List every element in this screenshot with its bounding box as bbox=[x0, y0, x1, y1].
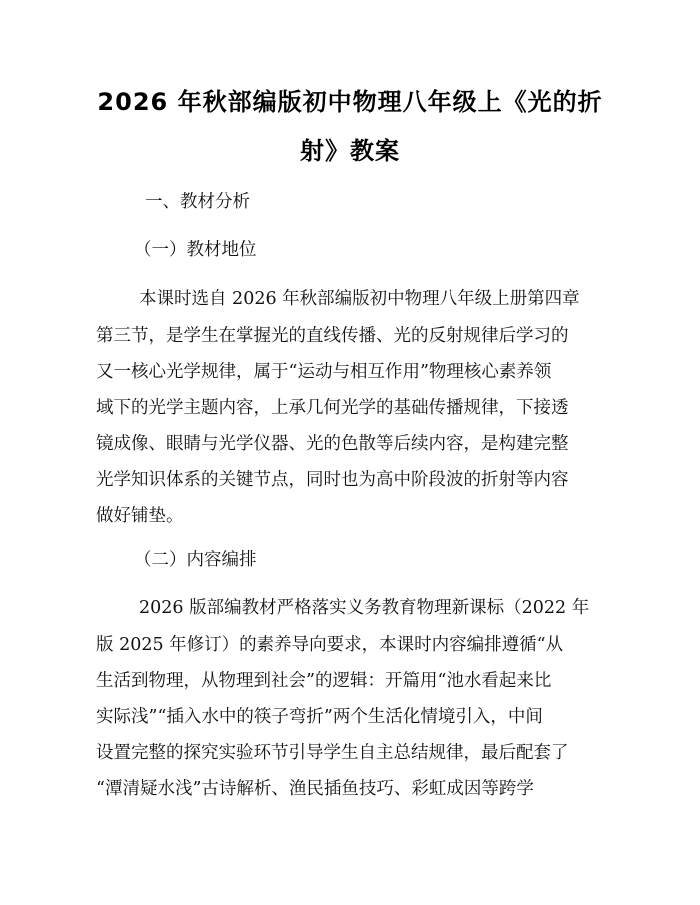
paragraph-line: 镜成像、眼睛与光学仪器、光的色散等后续内容，是构建完整 bbox=[96, 434, 569, 454]
title-line-1: 2026 年秋部编版初中物理八年级上《光的折 bbox=[97, 88, 603, 116]
paragraph-line: 第三节，是学生在掌握光的直线传播、光的反射规律后学习的 bbox=[96, 326, 569, 346]
section-heading: 一、教材分析 bbox=[145, 192, 250, 212]
paragraph-line: 实际浅”“插入水中的筷子弯折”两个生活化情境引入，中间 bbox=[96, 707, 543, 727]
subsection-heading-position: （一）教材地位 bbox=[134, 240, 257, 260]
paragraph-line: 光学知识体系的关键节点，同时也为高中阶段波的折射等内容 bbox=[96, 470, 569, 490]
paragraph-line: 做好铺垫。 bbox=[96, 506, 184, 526]
paragraph-line: 版 2025 年修订）的素养导向要求，本课时内容编排遵循“从 bbox=[96, 635, 564, 655]
paragraph-line: 设置完整的探究实验环节引导学生自主总结规律，最后配套了 bbox=[96, 743, 569, 763]
document-title bbox=[96, 78, 604, 176]
paragraph-line: 2026 版部编教材严格落实义务教育物理新课标（2022 年 bbox=[139, 598, 590, 618]
paragraph-line: 生活到物理，从物理到社会”的逻辑：开篇用“池水看起来比 bbox=[96, 671, 552, 691]
paragraph-line: 域下的光学主题内容，上承几何光学的基础传播规律，下接透 bbox=[96, 398, 569, 418]
paragraph-line: 本课时选自 2026 年秋部编版初中物理八年级上册第四章 bbox=[139, 289, 580, 309]
paragraph-line: “潭清疑水浅”古诗解析、渔民插鱼技巧、彩虹成因等跨学 bbox=[96, 779, 534, 799]
subsection-heading-arrangement: （二）内容编排 bbox=[134, 550, 257, 570]
paragraph-line: 又一核心光学规律，属于“运动与相互作用”物理核心素养领 bbox=[96, 362, 552, 382]
title-line-2: 射》教案 bbox=[300, 137, 400, 165]
